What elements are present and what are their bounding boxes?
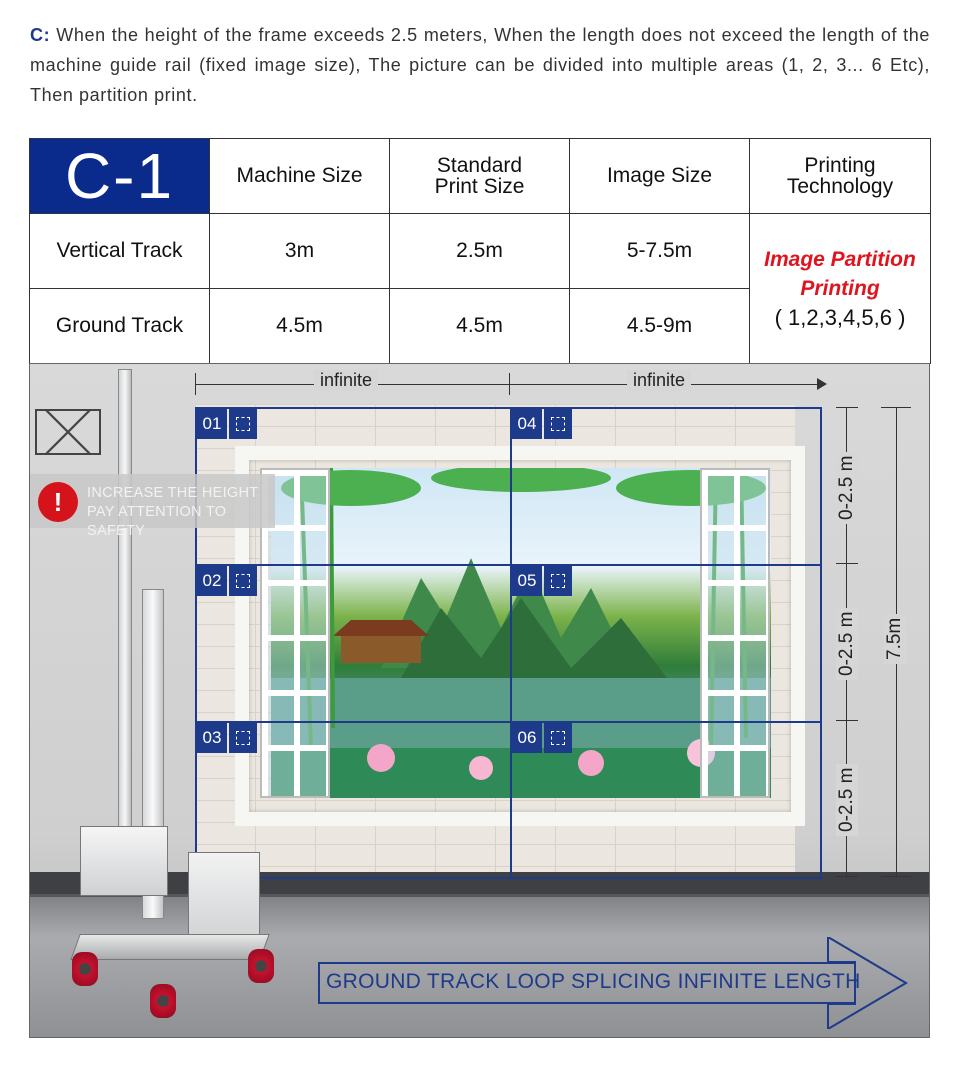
zone-tag xyxy=(197,409,257,439)
header-tech-line2: Technology xyxy=(786,175,894,198)
dimension-cap xyxy=(836,720,858,721)
arrow-right-icon xyxy=(817,378,827,390)
guide-label-right: infinite xyxy=(627,370,691,391)
intro-lead: C: xyxy=(30,25,51,45)
warning-line2: PAY ATTENTION TO SAFETY xyxy=(87,504,227,539)
select-area-icon xyxy=(229,409,257,439)
zone-number: 03 xyxy=(197,723,227,753)
dimension-label-segment: 0-2.5 m xyxy=(836,608,858,680)
header-standard-line1: Standard xyxy=(436,154,523,177)
warning-icon: ! xyxy=(38,482,78,522)
header-machine-size: Machine Size xyxy=(210,139,390,214)
zone-tag xyxy=(197,723,257,753)
printing-scene xyxy=(29,363,930,1038)
wheel-icon xyxy=(150,984,176,1018)
zone-tag xyxy=(512,409,572,439)
spec-table xyxy=(29,138,931,364)
scaffold-icon xyxy=(35,409,101,455)
print-head xyxy=(80,826,168,896)
row-machine-size: 4.5m xyxy=(210,289,390,364)
dimension-cap xyxy=(836,563,858,564)
zone-number: 05 xyxy=(512,566,542,596)
dimension-label-total: 7.5m xyxy=(884,614,906,664)
guide-line xyxy=(195,384,825,385)
dimension-label-segment: 0-2.5 m xyxy=(836,452,858,524)
zone-tag xyxy=(512,566,572,596)
safety-warning xyxy=(30,474,275,539)
zone-tag xyxy=(512,723,572,753)
technology-line2: Printing xyxy=(800,277,880,300)
header-standard-line2: Print Size xyxy=(434,175,525,198)
select-area-icon xyxy=(229,566,257,596)
wheel-icon xyxy=(248,949,274,983)
zone-number: 02 xyxy=(197,566,227,596)
machine-base xyxy=(70,934,269,960)
row-image-size: 4.5-9m xyxy=(570,289,750,364)
zone-tag xyxy=(197,566,257,596)
intro-text: When the height of the frame exceeds 2.5 meters, When the length does not exceed the length of the machine guide rail (fixed image size), The picture can be divided into multiple areas (1, 2, 3... 6 Etc), Then partition print. xyxy=(30,25,930,105)
machine-body xyxy=(188,852,260,942)
table-row xyxy=(30,214,931,289)
machine-mast xyxy=(118,369,132,889)
intro-paragraph xyxy=(30,20,930,110)
select-area-icon xyxy=(229,723,257,753)
partition-grid xyxy=(195,407,822,879)
warning-text xyxy=(87,484,275,541)
zone-number: 04 xyxy=(512,409,542,439)
model-badge: C-1 xyxy=(30,139,210,214)
row-print-size: 4.5m xyxy=(390,289,570,364)
row-machine-size: 3m xyxy=(210,214,390,289)
wheel-icon xyxy=(72,952,98,986)
guide-tick xyxy=(509,373,510,395)
select-area-icon xyxy=(544,723,572,753)
row-image-size: 5-7.5m xyxy=(570,214,750,289)
dimension-cap xyxy=(881,407,911,408)
banner-text: GROUND TRACK LOOP SPLICING INFINITE LENGTH xyxy=(326,970,861,993)
technology-list: ( 1,2,3,4,5,6 ) xyxy=(774,305,906,330)
ground-track-banner xyxy=(318,937,908,1029)
zone-number: 01 xyxy=(197,409,227,439)
dimension-cap xyxy=(836,876,858,877)
row-name: Ground Track xyxy=(30,289,210,364)
dimension-cap xyxy=(881,876,911,877)
select-area-icon xyxy=(544,409,572,439)
technology-line1: Image Partition xyxy=(764,248,916,271)
row-name: Vertical Track xyxy=(30,214,210,289)
header-printing-technology xyxy=(750,139,931,214)
header-standard-print-size xyxy=(390,139,570,214)
technology-cell xyxy=(750,214,931,364)
header-tech-line1: Printing xyxy=(804,154,876,177)
guide-tick xyxy=(195,373,196,395)
select-area-icon xyxy=(544,566,572,596)
zone-number: 06 xyxy=(512,723,542,753)
grid-divider xyxy=(197,564,820,566)
row-print-size: 2.5m xyxy=(390,214,570,289)
guide-label-left: infinite xyxy=(314,370,378,391)
header-image-size: Image Size xyxy=(570,139,750,214)
dimension-label-segment: 0-2.5 m xyxy=(836,764,858,836)
dimension-cap xyxy=(836,407,858,408)
spec-header-row xyxy=(30,139,931,214)
grid-divider xyxy=(197,721,820,723)
grid-divider xyxy=(510,409,512,877)
warning-line1: INCREASE THE HEIGHT xyxy=(87,485,259,501)
